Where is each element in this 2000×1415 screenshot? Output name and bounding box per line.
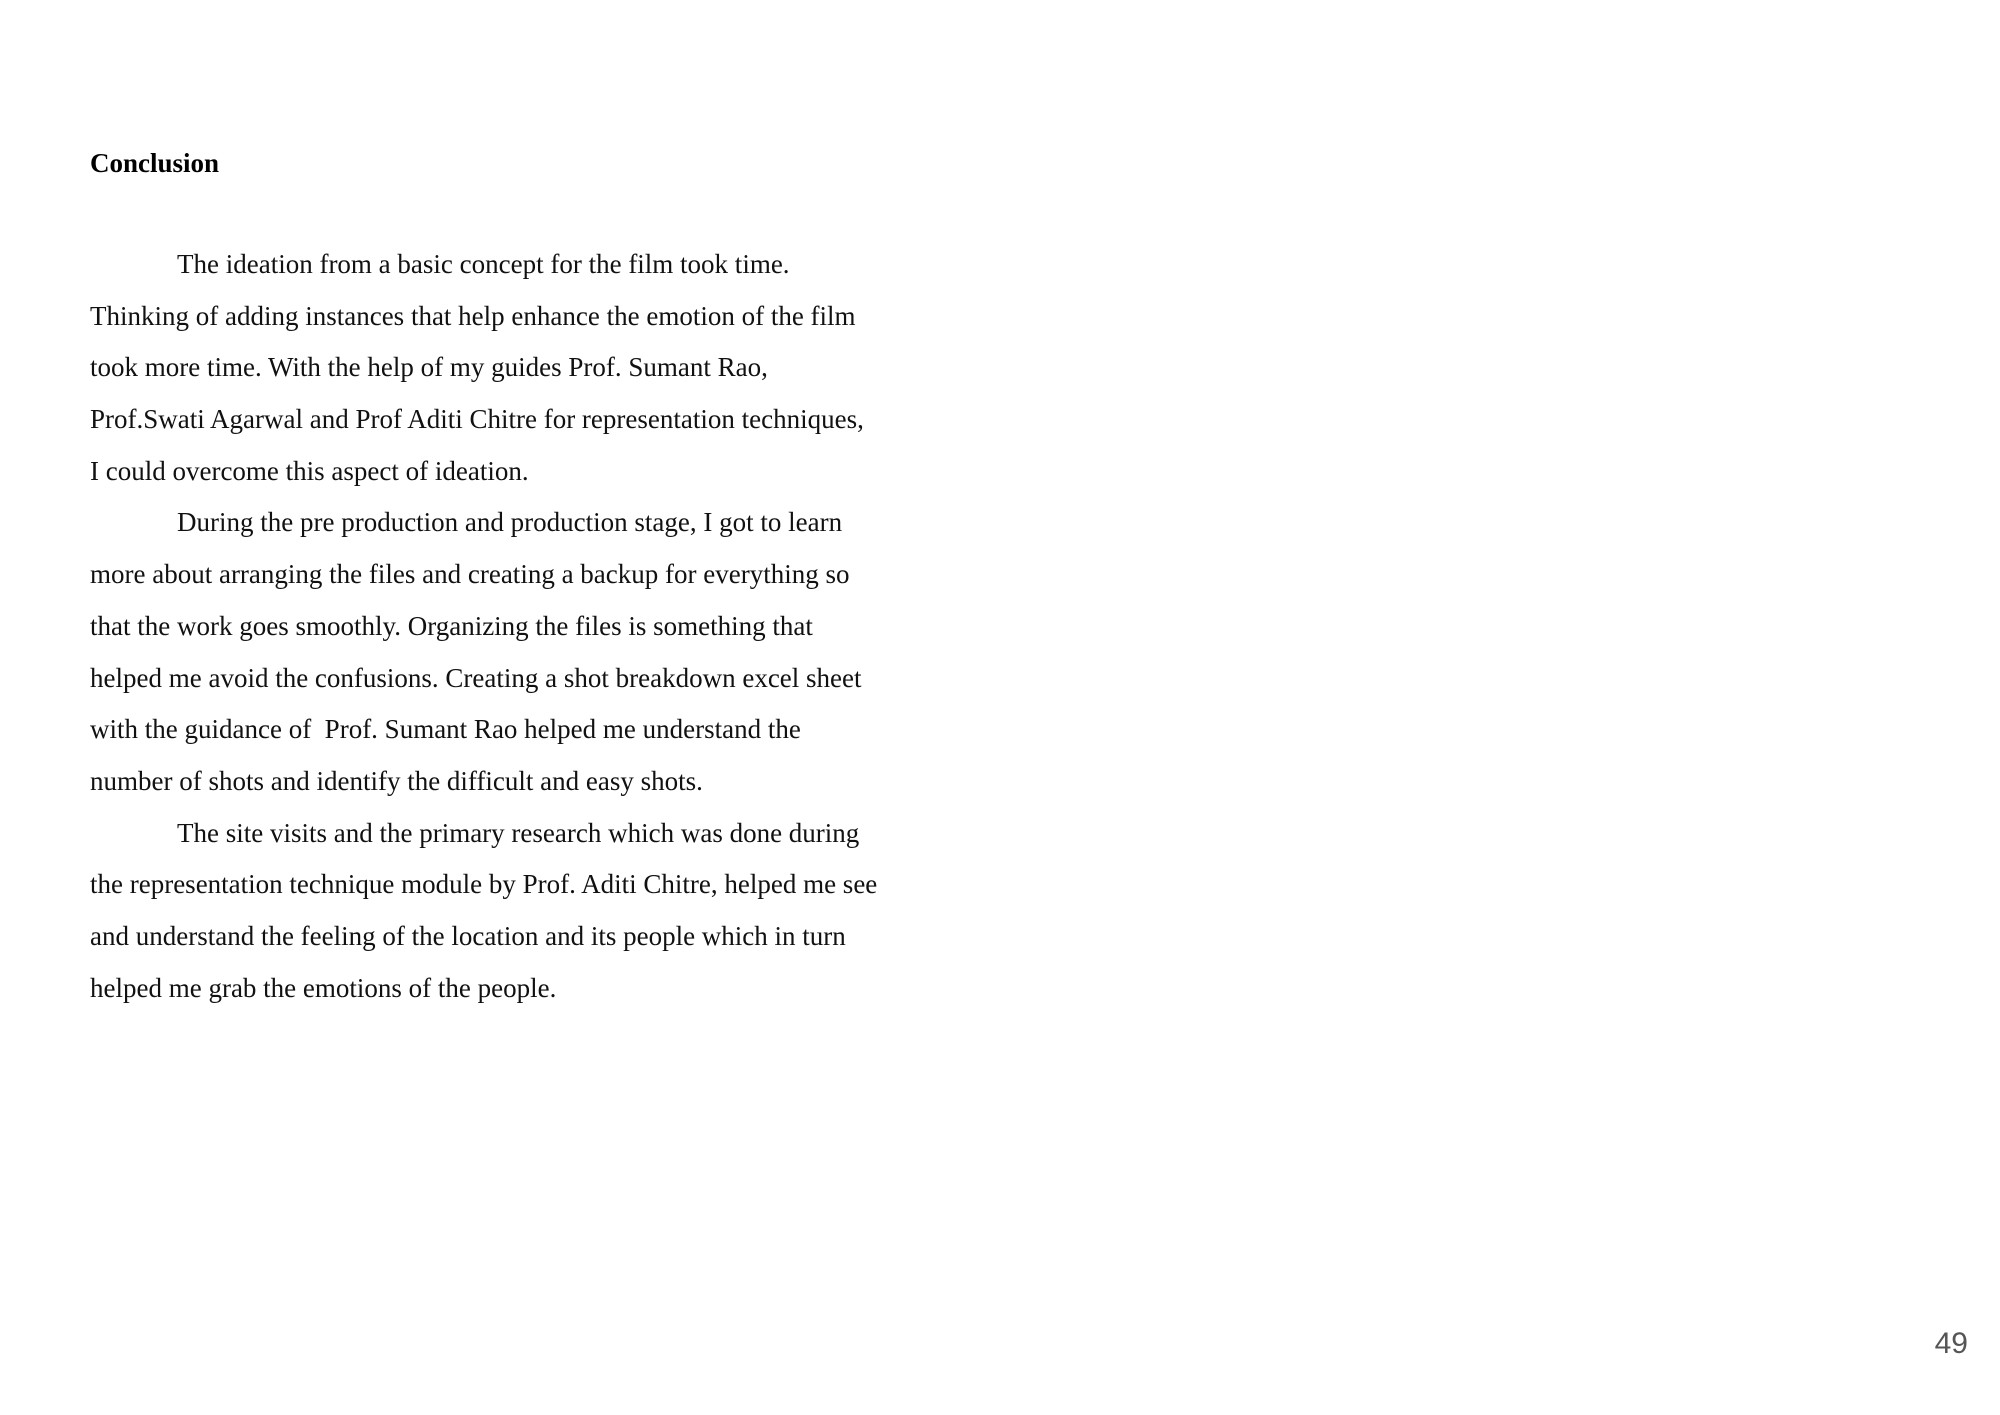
text-line: with the guidance of Prof. Sumant Rao helped me understand the xyxy=(90,714,801,745)
text-line-paragraph-1-start: The ideation from a basic concept for the film took time. xyxy=(177,249,790,279)
text-line-paragraph-3-start: The site visits and the primary research which was done during xyxy=(177,817,860,848)
text-line: helped me grab the emotions of the people. xyxy=(90,972,557,1003)
text-line: more about arranging the files and creating a backup for everything so xyxy=(90,559,850,590)
text-line: helped me avoid the confusions. Creating a shot breakdown excel sheet xyxy=(90,662,862,693)
text-line: that the work goes smoothly. Organizing the files is something that xyxy=(90,610,813,641)
text-line: the representation technique module by Prof. Aditi Chitre, helped me see xyxy=(90,869,878,900)
text-line: Thinking of adding instances that help enhance the emotion of the film xyxy=(90,300,856,331)
text-line: took more time. With the help of my guides Prof. Sumant Rao, xyxy=(90,352,768,383)
text-line: Prof.Swati Agarwal and Prof Aditi Chitre for representation techniques, xyxy=(90,404,864,435)
section-heading: Conclusion xyxy=(90,148,220,178)
text-line-paragraph-2-start: During the pre production and production stage, I got to learn xyxy=(177,507,843,538)
text-line: I could overcome this aspect of ideation. xyxy=(90,455,529,486)
page-number: 49 xyxy=(1934,1327,1968,1360)
text-line: number of shots and identify the difficult and easy shots. xyxy=(90,765,703,796)
text-line: and understand the feeling of the location and its people which in turn xyxy=(90,920,846,951)
conclusion-body xyxy=(90,247,990,1022)
